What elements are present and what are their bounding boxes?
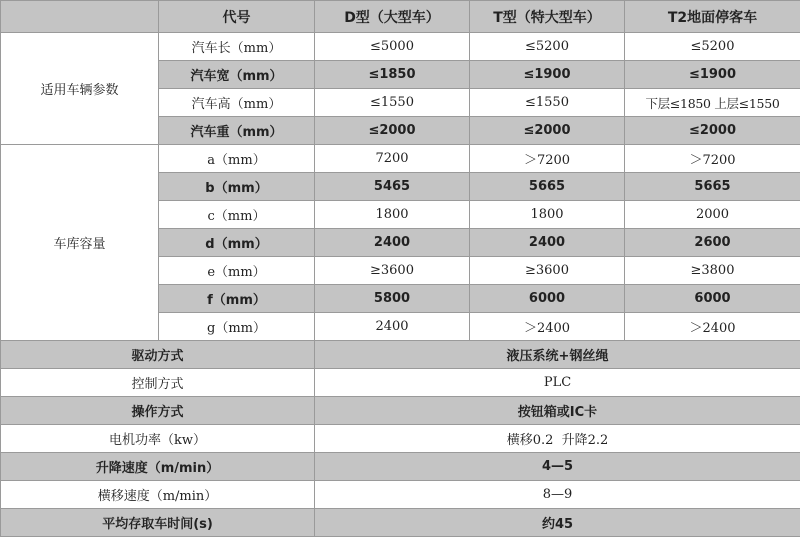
spec-label: 操作方式 bbox=[1, 397, 315, 425]
header-row bbox=[1, 1, 800, 33]
table-row bbox=[1, 341, 800, 369]
table-row bbox=[1, 509, 800, 537]
row-label: b（mm） bbox=[159, 173, 315, 201]
cell-t2: ≤5200 bbox=[625, 33, 800, 61]
row-label: g（mm） bbox=[159, 313, 315, 341]
spec-value: 约45 bbox=[315, 509, 800, 537]
row-label: 汽车高（mm） bbox=[159, 89, 315, 117]
cell-t2: ＞7200 bbox=[625, 145, 800, 173]
group-vehicle-params: 适用车辆参数 bbox=[1, 33, 159, 145]
spec-label: 升降速度（m/min） bbox=[1, 453, 315, 481]
row-label: 汽车长（mm） bbox=[159, 33, 315, 61]
row-label: d（mm） bbox=[159, 229, 315, 257]
row-label: e（mm） bbox=[159, 257, 315, 285]
cell-t: ≥3600 bbox=[470, 257, 625, 285]
cell-t: 2400 bbox=[470, 229, 625, 257]
spec-value: 8—9 bbox=[315, 481, 800, 509]
spec-label: 控制方式 bbox=[1, 369, 315, 397]
blank-corner-cell bbox=[1, 1, 159, 33]
cell-t2: 2600 bbox=[625, 229, 800, 257]
cell-d: 5800 bbox=[315, 285, 470, 313]
spec-value: 按钮箱或IC卡 bbox=[315, 397, 800, 425]
cell-t: ＞2400 bbox=[470, 313, 625, 341]
cell-d: 1800 bbox=[315, 201, 470, 229]
spec-label: 驱动方式 bbox=[1, 341, 315, 369]
cell-t: 6000 bbox=[470, 285, 625, 313]
table-row bbox=[1, 397, 800, 425]
row-label: a（mm） bbox=[159, 145, 315, 173]
row-label: 汽车宽（mm） bbox=[159, 61, 315, 89]
cell-d: 2400 bbox=[315, 313, 470, 341]
spec-value: 液压系统+钢丝绳 bbox=[315, 341, 800, 369]
cell-t: ＞7200 bbox=[470, 145, 625, 173]
row-label: c（mm） bbox=[159, 201, 315, 229]
cell-t: 1800 bbox=[470, 201, 625, 229]
cell-d: 2400 bbox=[315, 229, 470, 257]
cell-t2: ≤1900 bbox=[625, 61, 800, 89]
cell-d: ≤1550 bbox=[315, 89, 470, 117]
table-row bbox=[1, 481, 800, 509]
cell-t2: 2000 bbox=[625, 201, 800, 229]
cell-t2: ≤2000 bbox=[625, 117, 800, 145]
cell-d: 5465 bbox=[315, 173, 470, 201]
cell-d: 7200 bbox=[315, 145, 470, 173]
table-row bbox=[1, 453, 800, 481]
cell-t: ≤5200 bbox=[470, 33, 625, 61]
header-t2-type: T2地面停客车 bbox=[625, 1, 800, 33]
cell-t2: 下层≤1850 上层≤1550 bbox=[625, 89, 800, 117]
table-row bbox=[1, 33, 800, 61]
cell-t: ≤1900 bbox=[470, 61, 625, 89]
spec-value: 横移0.2 升降2.2 bbox=[315, 425, 800, 453]
table-row bbox=[1, 369, 800, 397]
cell-t2: ＞2400 bbox=[625, 313, 800, 341]
cell-t: 5665 bbox=[470, 173, 625, 201]
table-row bbox=[1, 145, 800, 173]
cell-t2: ≥3800 bbox=[625, 257, 800, 285]
cell-d: ≤1850 bbox=[315, 61, 470, 89]
cell-d: ≥3600 bbox=[315, 257, 470, 285]
cell-t: ≤2000 bbox=[470, 117, 625, 145]
cell-t2: 5665 bbox=[625, 173, 800, 201]
group-garage-capacity: 车库容量 bbox=[1, 145, 159, 341]
table-row bbox=[1, 425, 800, 453]
cell-d: ≤5000 bbox=[315, 33, 470, 61]
spec-value: PLC bbox=[315, 369, 800, 397]
header-t-type: T型（特大型车） bbox=[470, 1, 625, 33]
row-label: f（mm） bbox=[159, 285, 315, 313]
spec-value: 4—5 bbox=[315, 453, 800, 481]
cell-t2: 6000 bbox=[625, 285, 800, 313]
cell-t: ≤1550 bbox=[470, 89, 625, 117]
header-code: 代号 bbox=[159, 1, 315, 33]
spec-label: 横移速度（m/min） bbox=[1, 481, 315, 509]
header-d-type: D型（大型车） bbox=[315, 1, 470, 33]
cell-d: ≤2000 bbox=[315, 117, 470, 145]
spec-label: 平均存取车时间(s) bbox=[1, 509, 315, 537]
row-label: 汽车重（mm） bbox=[159, 117, 315, 145]
spec-label: 电机功率（kw） bbox=[1, 425, 315, 453]
